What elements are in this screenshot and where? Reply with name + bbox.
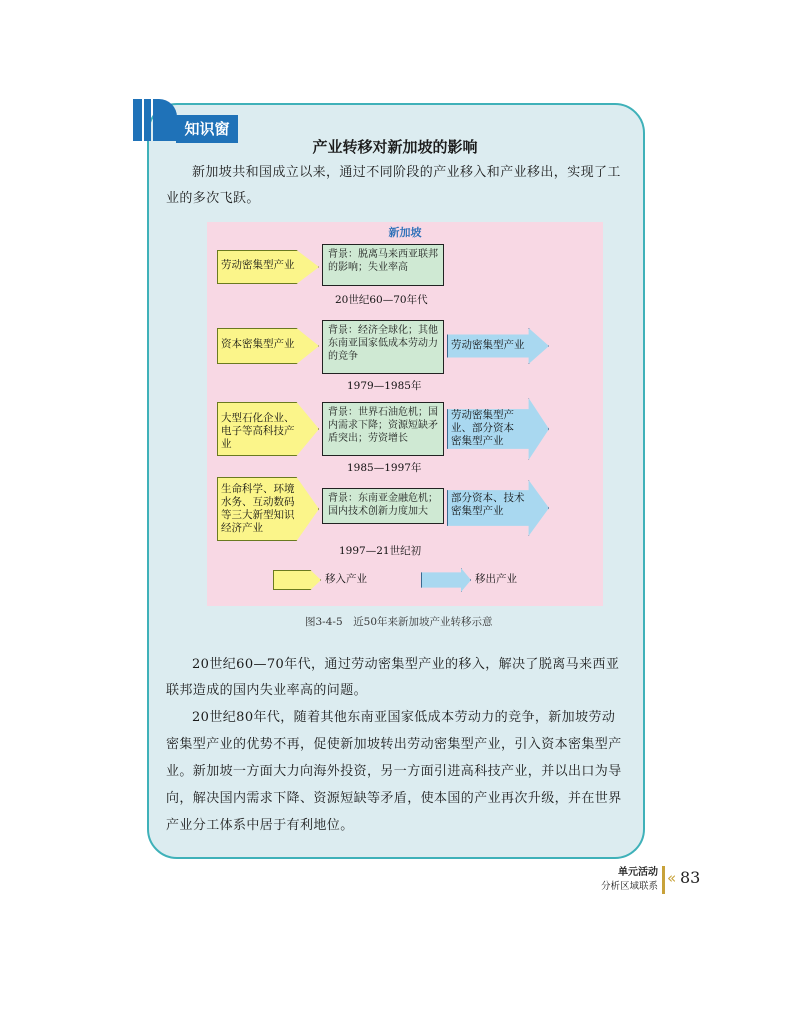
footer-unit (596, 866, 658, 894)
section-title: 产业转移对新加坡的影响 (312, 138, 478, 156)
out-label-stage-4: 部分资本、技术密集型产业 (451, 492, 525, 517)
figure-caption: 图3-4-5 近50年来新加坡产业转移示意 (305, 616, 493, 628)
knowledge-window-tag: 知识窗 (176, 115, 238, 143)
diagram-title: 新加坡 (388, 226, 422, 239)
footer-unit-title: 单元活动 (618, 867, 658, 878)
period-stage-1: 20世纪60—70年代 (335, 294, 428, 306)
period-stage-2: 1979—1985年 (347, 380, 422, 392)
out-label-stage-3: 劳动密集型产业、部分资本密集型产业 (451, 409, 514, 447)
footer-divider (662, 866, 665, 894)
in-label-stage-4: 生命科学、环境水务、互动数码等三大新型知识经济产业 (221, 483, 295, 534)
body-paragraph-2: 20世纪80年代，随着其他东南亚国家低成本劳动力的竞争，新加坡劳动密集型产业的优势不再，促使新加坡转出劳动密集型产业，引入资本密集型产业。新加坡一方面大力向海外投资，另一方面引进高科技产业，并以出口为导向，解决国内需求下降、资源短缺等矛盾，使本国的产业再次升级，并在世界产业分工体系中居于有利地位。 (166, 710, 622, 833)
period-stage-3: 1985—1997年 (347, 462, 422, 474)
in-label-stage-2: 资本密集型产业 (221, 338, 295, 350)
legend-out-label: 移出产业 (475, 573, 517, 585)
out-label-stage-2: 劳动密集型产业 (451, 339, 525, 351)
background-box-stage-2: 背景：经济全球化；其他东南亚国家低成本劳动力的竞争 (322, 320, 444, 374)
intro-paragraph: 新加坡共和国成立以来，通过不同阶段的产业移入和产业移出，实现了工业的多次飞跃。 (166, 165, 621, 206)
legend-in-label: 移入产业 (325, 573, 367, 585)
chevron-left-icon: « (667, 869, 677, 887)
in-label-stage-3: 大型石化企业、电子等高科技产业 (221, 412, 295, 450)
industry-transfer-diagram (207, 222, 603, 606)
background-box-stage-3: 背景：世界石油危机；国内需求下降；资源短缺矛盾突出；劳资增长 (322, 402, 444, 456)
footer-unit-subtitle: 分析区域联系 (600, 881, 658, 892)
body-paragraph-1: 20世纪60—70年代，通过劳动密集型产业的移入，解决了脱离马来西亚联邦造成的国内失业率高的问题。 (166, 657, 620, 698)
background-box-stage-4: 背景：东南亚金融危机；国内技术创新力度加大 (322, 488, 444, 524)
period-stage-4: 1997—21世纪初 (339, 545, 422, 557)
legend-in-arrow (273, 570, 321, 590)
knowledge-window-icon (133, 99, 177, 141)
background-box-stage-1: 背景：脱离马来西亚联邦的影响；失业率高 (322, 244, 444, 286)
in-label-stage-1: 劳动密集型产业 (221, 259, 295, 271)
page-number: 83 (680, 868, 701, 887)
legend-out-arrow (421, 568, 471, 592)
